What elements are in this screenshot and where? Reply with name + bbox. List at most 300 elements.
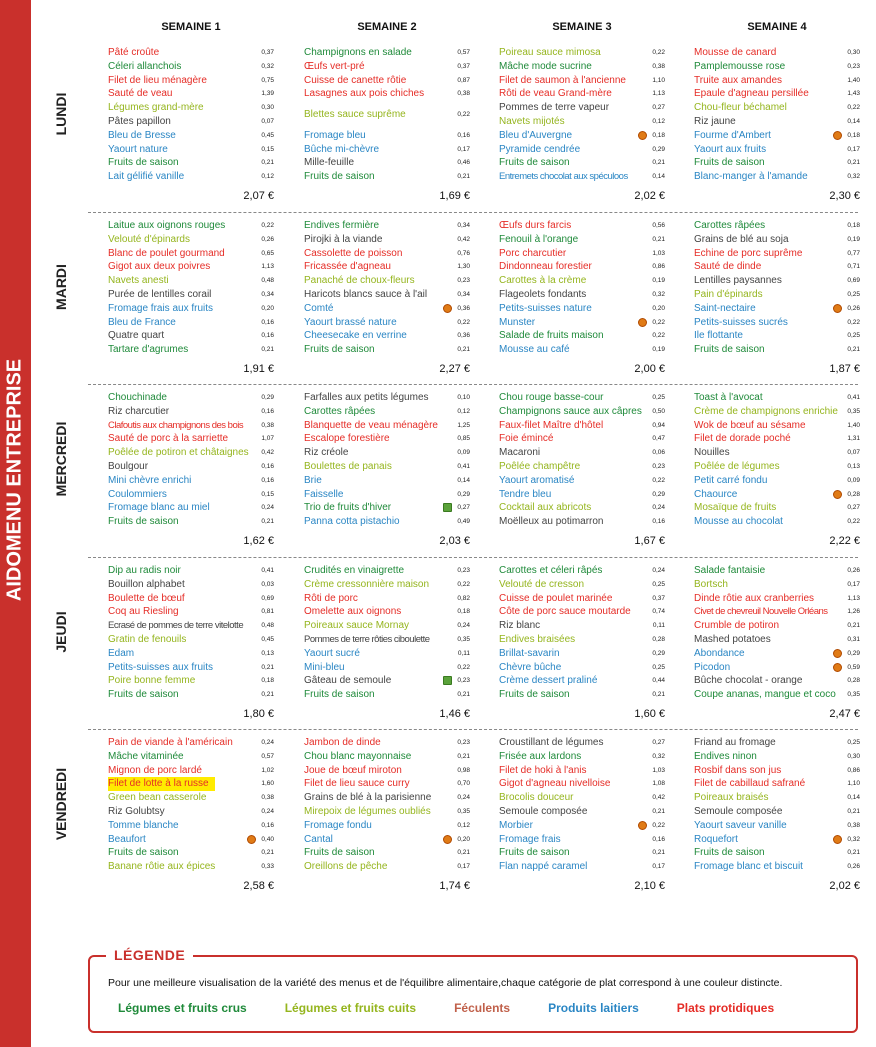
dish-price: 0,37 (261, 49, 274, 56)
menu-item (694, 515, 860, 529)
menu-item (304, 260, 470, 274)
dish-price: 0,22 (457, 318, 470, 326)
menu-item (499, 515, 665, 529)
dish-name: Bleu de Bresse (108, 129, 176, 141)
dish-price: 0,81 (261, 608, 274, 616)
aop-label-icon (443, 835, 452, 844)
dish-name: Coupe ananas, mangue et coco (694, 689, 836, 701)
dish-name: Pamplemousse rose (694, 60, 786, 72)
dish-name: Oreillons de pêche (304, 861, 388, 873)
menu-item (304, 736, 470, 750)
dish-name: Fruits de saison (499, 847, 570, 859)
dish-price: 0,13 (261, 649, 274, 657)
dish-name: Rôti de porc (304, 592, 358, 604)
menu-item (108, 446, 274, 460)
menu-item (499, 661, 665, 675)
dish-price: 0,21 (261, 663, 274, 671)
dish-price: 0,17 (847, 580, 860, 588)
day-total: 2,03 € (439, 535, 470, 547)
dish-name: Rôti de veau Grand-mère (499, 88, 612, 100)
dish-name: Filet de dorade poché (694, 433, 791, 445)
dish-name: Sauté de veau (108, 88, 173, 100)
dish-name: Faisselle (304, 488, 344, 500)
menu-item (304, 688, 470, 702)
dish-price: 0,18 (261, 677, 274, 685)
dish-price: 0,32 (847, 173, 860, 181)
dish-name: Pirojki à la viande (304, 233, 383, 245)
dish-price: 0,31 (847, 635, 860, 643)
dish-name: Riz Golubtsy (108, 805, 165, 817)
dish-name: Bouillon alphabet (108, 578, 185, 590)
dish-name: Semoule composée (499, 805, 588, 817)
dish-name: Salade fantaisie (694, 565, 766, 576)
dish-price: 0,86 (847, 766, 860, 774)
menu-item (694, 805, 860, 819)
menu-item (694, 764, 860, 778)
menu-cell (694, 391, 860, 529)
dish-name: Petit carré fondu (694, 474, 768, 486)
dish-price: 0,25 (652, 580, 665, 588)
dish-price: 0,69 (847, 277, 860, 285)
dish-name: Picodon (694, 661, 731, 673)
dish-name: Epaule d'agneau persillée (694, 88, 809, 100)
dish-name: Boulette de bœuf (108, 592, 185, 604)
dish-name: Yaourt brassé nature (304, 316, 397, 328)
dish-price: 0,22 (457, 663, 470, 671)
day-label-text: JEUDI (53, 611, 69, 653)
dish-name: Endives braisées (499, 633, 576, 645)
dish-name: Bûche mi-chèvre (304, 143, 380, 155)
menu-item (304, 419, 470, 433)
dish-price: 0,44 (652, 677, 665, 685)
dish-name: Omelette aux oignons (304, 606, 402, 618)
dish-name: Gratin de fenouils (108, 633, 187, 645)
dish-name: Fromage fondu (304, 819, 372, 831)
menu-item (694, 405, 860, 419)
day-total: 1,74 € (439, 880, 470, 892)
day-label-text: MERCREDI (53, 421, 69, 497)
dish-price: 0,37 (457, 62, 470, 70)
dish-price: 0,32 (847, 835, 860, 843)
menu-item (304, 219, 470, 233)
dish-price: 1,40 (847, 421, 860, 429)
dish-price: 0,59 (847, 663, 860, 671)
dish-name: Frisée aux lardons (499, 750, 582, 762)
dish-name: Carottes à la crème (499, 275, 587, 287)
menu-item (694, 460, 860, 474)
dish-price: 0,23 (457, 739, 470, 746)
dish-price: 0,19 (652, 277, 665, 285)
menu-item (304, 316, 470, 330)
menu-item (499, 750, 665, 764)
dish-name: Clafoutis aux champignons des bois (108, 419, 244, 431)
dish-price: 0,74 (652, 608, 665, 616)
dish-price: 0,38 (847, 821, 860, 829)
dish-name: Farfalles aux petits légumes (304, 392, 429, 403)
menu-item (694, 605, 860, 619)
dish-price: 0,22 (847, 518, 860, 526)
legend-title: LÉGENDE (106, 947, 193, 963)
menu-item (694, 564, 860, 578)
menu-item (499, 777, 665, 791)
menu-item (108, 688, 274, 702)
dish-name: Quatre quart (108, 330, 165, 342)
dish-price: 0,34 (457, 290, 470, 298)
dish-price: 0,29 (652, 145, 665, 153)
menu-item (694, 260, 860, 274)
menu-item (694, 219, 860, 233)
menu-item (108, 432, 274, 446)
dish-name: Pyramide cendrée (499, 143, 581, 155)
dish-name: Fruits de saison (304, 344, 375, 356)
menu-item (108, 647, 274, 661)
dish-name: Velouté d'épinards (108, 233, 190, 245)
menu-item (694, 60, 860, 74)
dish-name: Blettes sauce suprême (304, 109, 406, 121)
menu-item (499, 405, 665, 419)
dish-price: 0,38 (652, 62, 665, 70)
menu-item (694, 87, 860, 101)
menu-item (108, 46, 274, 60)
menu-item (694, 329, 860, 343)
menu-item (108, 419, 274, 433)
dish-price: 1,31 (847, 435, 860, 443)
menu-item (304, 833, 470, 847)
dish-name: Mignon de porc lardé (108, 764, 202, 776)
menu-item (499, 592, 665, 606)
dish-price: 0,16 (261, 332, 274, 340)
dish-price: 1,03 (652, 249, 665, 257)
menu-item (108, 329, 274, 343)
menu-item (694, 619, 860, 633)
dish-name: Fruits de saison (108, 516, 179, 528)
dish-price: 0,48 (261, 622, 274, 630)
dish-price: 0,70 (457, 780, 470, 788)
dish-price: 0,15 (261, 490, 274, 498)
dish-name: Filet de lieu sauce curry (304, 778, 410, 790)
dish-price: 1,40 (847, 76, 860, 84)
dish-price: 0,38 (457, 90, 470, 98)
menu-item (304, 846, 470, 860)
dish-name: Roquefort (694, 833, 738, 845)
menu-item (108, 564, 274, 578)
day-total: 1,80 € (243, 708, 274, 720)
menu-item (304, 619, 470, 633)
dish-price: 0,17 (847, 145, 860, 153)
dish-name: Echine de porc suprême (694, 247, 803, 259)
dish-name: Saint-nectaire (694, 302, 756, 314)
dish-price: 0,16 (261, 407, 274, 415)
day-total: 2,02 € (634, 190, 665, 202)
dish-name: Crème cressonnière maison (304, 578, 430, 590)
menu-item (108, 260, 274, 274)
menu-item (304, 501, 470, 515)
dish-name: Edam (108, 647, 135, 659)
dish-name: Boulgour (108, 460, 149, 472)
menu-item (499, 143, 665, 157)
dish-price: 0,27 (457, 504, 470, 512)
menu-item (304, 750, 470, 764)
sidebar-banner (0, 0, 31, 1047)
dish-price: 0,22 (261, 222, 274, 229)
day-total: 1,60 € (634, 708, 665, 720)
menu-item (304, 860, 470, 874)
menu-item (108, 316, 274, 330)
dish-price: 1,13 (261, 263, 274, 271)
menu-item (304, 488, 470, 502)
dish-name: Toast à l'avocat (694, 392, 763, 403)
dish-name: Crudités en vinaigrette (304, 565, 405, 576)
aop-label-icon (833, 490, 842, 499)
dish-price: 0,21 (457, 752, 470, 760)
dish-price: 0,22 (652, 318, 665, 326)
dish-name: Joue de bœuf miroton (304, 764, 402, 776)
dish-name: Chou-fleur béchamel (694, 102, 787, 114)
menu-item (499, 101, 665, 115)
dish-price: 0,18 (847, 131, 860, 139)
dish-name: Fruits de saison (694, 847, 765, 859)
legend (88, 947, 858, 1033)
dish-name: Fruits de saison (694, 157, 765, 169)
dish-name: Cuisse de canette rôtie (304, 74, 407, 86)
dish-name: Blanquette de veau ménagère (304, 419, 438, 431)
menu-item (694, 777, 860, 791)
menu-item (304, 674, 470, 688)
dish-name: Endives ninon (694, 750, 757, 762)
menu-item (694, 674, 860, 688)
menu-item (108, 805, 274, 819)
dish-name: Côte de porc sauce moutarde (499, 606, 631, 618)
dish-price: 0,22 (457, 111, 470, 119)
menu-item (499, 316, 665, 330)
day-label-text: MARDI (53, 264, 69, 310)
dish-name: Filet de lieu ménagère (108, 74, 207, 86)
dish-price: 0,09 (457, 449, 470, 457)
dish-name: Poêlée de légumes (694, 460, 780, 472)
dish-price: 1,10 (652, 76, 665, 84)
dish-name: Mini chèvre enrichi (108, 474, 192, 486)
dish-name: Cassolette de poisson (304, 247, 403, 259)
dish-price: 0,69 (261, 594, 274, 602)
menu-item (499, 619, 665, 633)
menu-item (304, 247, 470, 261)
dish-name: Moëlleux au potimarron (499, 516, 604, 528)
dish-name: Cheesecake en verrine (304, 330, 407, 342)
menu-item (499, 87, 665, 101)
dish-price: 0,71 (847, 263, 860, 271)
dish-name: Bleu d'Auvergne (499, 129, 573, 141)
menu-item (694, 316, 860, 330)
dish-price: 0,16 (652, 518, 665, 526)
dish-price: 0,25 (847, 290, 860, 298)
menu-item (108, 592, 274, 606)
dish-price: 0,22 (652, 49, 665, 56)
menu-cell (108, 46, 274, 184)
day-total: 1,46 € (439, 708, 470, 720)
brand-title: AIDOMENU ENTREPRISE (3, 358, 26, 602)
dish-name: Fromage frais (499, 833, 561, 845)
dish-price: 0,36 (457, 332, 470, 340)
menu-cell (108, 564, 274, 702)
menu-cell (499, 46, 665, 184)
legend-category: Féculents (454, 1001, 511, 1015)
dish-name: Faux-filet Maître d'hôtel (499, 419, 604, 431)
dish-price: 0,75 (261, 76, 274, 84)
menu-item (499, 564, 665, 578)
dish-name: Entremets chocolat aux spéculoos (499, 171, 628, 183)
dish-price: 0,11 (457, 649, 470, 657)
dish-name: Fromage blanc et biscuit (694, 861, 803, 873)
dish-name: Blanc de poulet gourmand (108, 247, 225, 259)
dish-name: Mille-feuille (304, 157, 355, 169)
dish-name: Grains de blé à la parisienne (304, 792, 432, 804)
dish-price: 0,15 (261, 145, 274, 153)
menu-item (108, 288, 274, 302)
dish-name: Macaroni (499, 447, 541, 459)
menu-cell (108, 736, 274, 874)
menu-cell (694, 564, 860, 702)
dish-price: 1,39 (261, 90, 274, 98)
menu-item (499, 460, 665, 474)
dish-name: Crème dessert praliné (499, 675, 598, 687)
day-total: 2,30 € (829, 190, 860, 202)
dish-name: Tomme blanche (108, 819, 179, 831)
dish-price: 0,49 (457, 518, 470, 526)
legend-category: Légumes et fruits cuits (284, 1001, 417, 1015)
dish-name: Ile flottante (694, 330, 743, 342)
dish-price: 0,57 (261, 752, 274, 760)
menu-item (694, 592, 860, 606)
dish-price: 0,29 (457, 490, 470, 498)
day-label-text: VENDREDI (53, 767, 69, 841)
menu-item (108, 343, 274, 357)
dish-name: Poêlée de potiron et châtaignes (108, 447, 249, 459)
menu-item (694, 688, 860, 702)
dish-price: 0,16 (261, 476, 274, 484)
dish-price: 0,25 (847, 332, 860, 340)
dish-price: 0,24 (261, 807, 274, 815)
dish-price: 0,06 (652, 449, 665, 457)
menu-item (108, 302, 274, 316)
dish-price: 0,17 (457, 145, 470, 153)
dish-price: 0,12 (457, 821, 470, 829)
menu-item (304, 274, 470, 288)
dish-price: 0,24 (652, 504, 665, 512)
menu-cell (499, 564, 665, 702)
dish-name: Chou blanc mayonnaise (304, 750, 412, 762)
dish-price: 0,30 (847, 752, 860, 760)
menu-item (304, 329, 470, 343)
menu-item (108, 846, 274, 860)
menu-item (304, 302, 470, 316)
dish-price: 0,50 (652, 407, 665, 415)
menu-item (304, 446, 470, 460)
dish-price: 0,21 (847, 159, 860, 167)
menu-item (694, 115, 860, 129)
dish-price: 0,57 (457, 49, 470, 56)
dish-price: 0,24 (457, 794, 470, 802)
legend-category: Légumes et fruits crus (118, 1001, 247, 1015)
dish-price: 0,28 (847, 677, 860, 685)
legend-categories (118, 1001, 812, 1015)
menu-cell (694, 219, 860, 357)
dish-name: Mashed potatoes (694, 633, 771, 645)
day-total: 1,67 € (634, 535, 665, 547)
dish-name: Ecrasé de pommes de terre vitelotte (108, 620, 244, 632)
dish-name: Morbier (499, 819, 533, 831)
dish-name: Brillat-savarin (499, 647, 560, 659)
dish-name: Fruits de saison (694, 344, 765, 356)
dish-name: Fourme d'Ambert (694, 129, 771, 141)
dish-name: Munster (499, 316, 536, 328)
menu-item (108, 619, 274, 633)
dish-name: Navets anesti (108, 275, 169, 287)
dish-price: 0,21 (261, 159, 274, 167)
menu-item (694, 446, 860, 460)
menu-item (499, 833, 665, 847)
dish-name: Blanc-manger à l'amande (694, 171, 808, 183)
dish-name: Banane rôtie aux épices (108, 861, 216, 873)
menu-item (499, 488, 665, 502)
menu-item (108, 460, 274, 474)
menu-item (108, 736, 274, 750)
dish-price: 1,10 (847, 780, 860, 788)
menu-cell (694, 46, 860, 184)
menu-item (499, 605, 665, 619)
dish-name: Petits-suisses aux fruits (108, 661, 214, 673)
menu-item (304, 460, 470, 474)
menu-item (304, 46, 470, 60)
dish-price: 0,86 (652, 263, 665, 271)
dish-price: 1,03 (652, 766, 665, 774)
dish-price: 0,13 (847, 462, 860, 470)
dish-name: Chaource (694, 488, 738, 500)
menu-item (108, 391, 274, 405)
dish-price: 0,98 (457, 766, 470, 774)
menu-cell (108, 219, 274, 357)
menu-item (694, 170, 860, 184)
dish-price: 0,27 (652, 104, 665, 112)
menu-item (694, 101, 860, 115)
dish-price: 0,22 (652, 332, 665, 340)
dish-name: Cuisse de poulet marinée (499, 592, 613, 604)
dish-name: Fruits de saison (304, 171, 375, 183)
menu-item (304, 233, 470, 247)
menu-item (694, 846, 860, 860)
menu-item (108, 605, 274, 619)
dish-price: 1,13 (847, 594, 860, 602)
week-header: SEMAINE 3 (552, 21, 612, 33)
dish-name: Légumes grand-mère (108, 102, 204, 114)
day-total: 2,22 € (829, 535, 860, 547)
dish-name: Poireau sauce mimosa (499, 47, 601, 58)
dish-name: Fruits de saison (108, 157, 179, 169)
dish-name: Champignons en salade (304, 47, 412, 58)
dish-name: Bleu de France (108, 316, 176, 328)
dish-price: 0,21 (652, 849, 665, 857)
dish-name: Friand au fromage (694, 737, 776, 748)
menu-cell (304, 391, 470, 529)
dish-name: Haricots blancs sauce à l'ail (304, 288, 428, 300)
dish-price: 0,14 (847, 117, 860, 125)
dish-price: 1,43 (847, 90, 860, 98)
dish-price: 0,19 (652, 346, 665, 354)
menu-item (694, 74, 860, 88)
menu-item (499, 391, 665, 405)
menu-item (304, 515, 470, 529)
menu-item (499, 274, 665, 288)
dish-name: Mousse de canard (694, 47, 777, 58)
